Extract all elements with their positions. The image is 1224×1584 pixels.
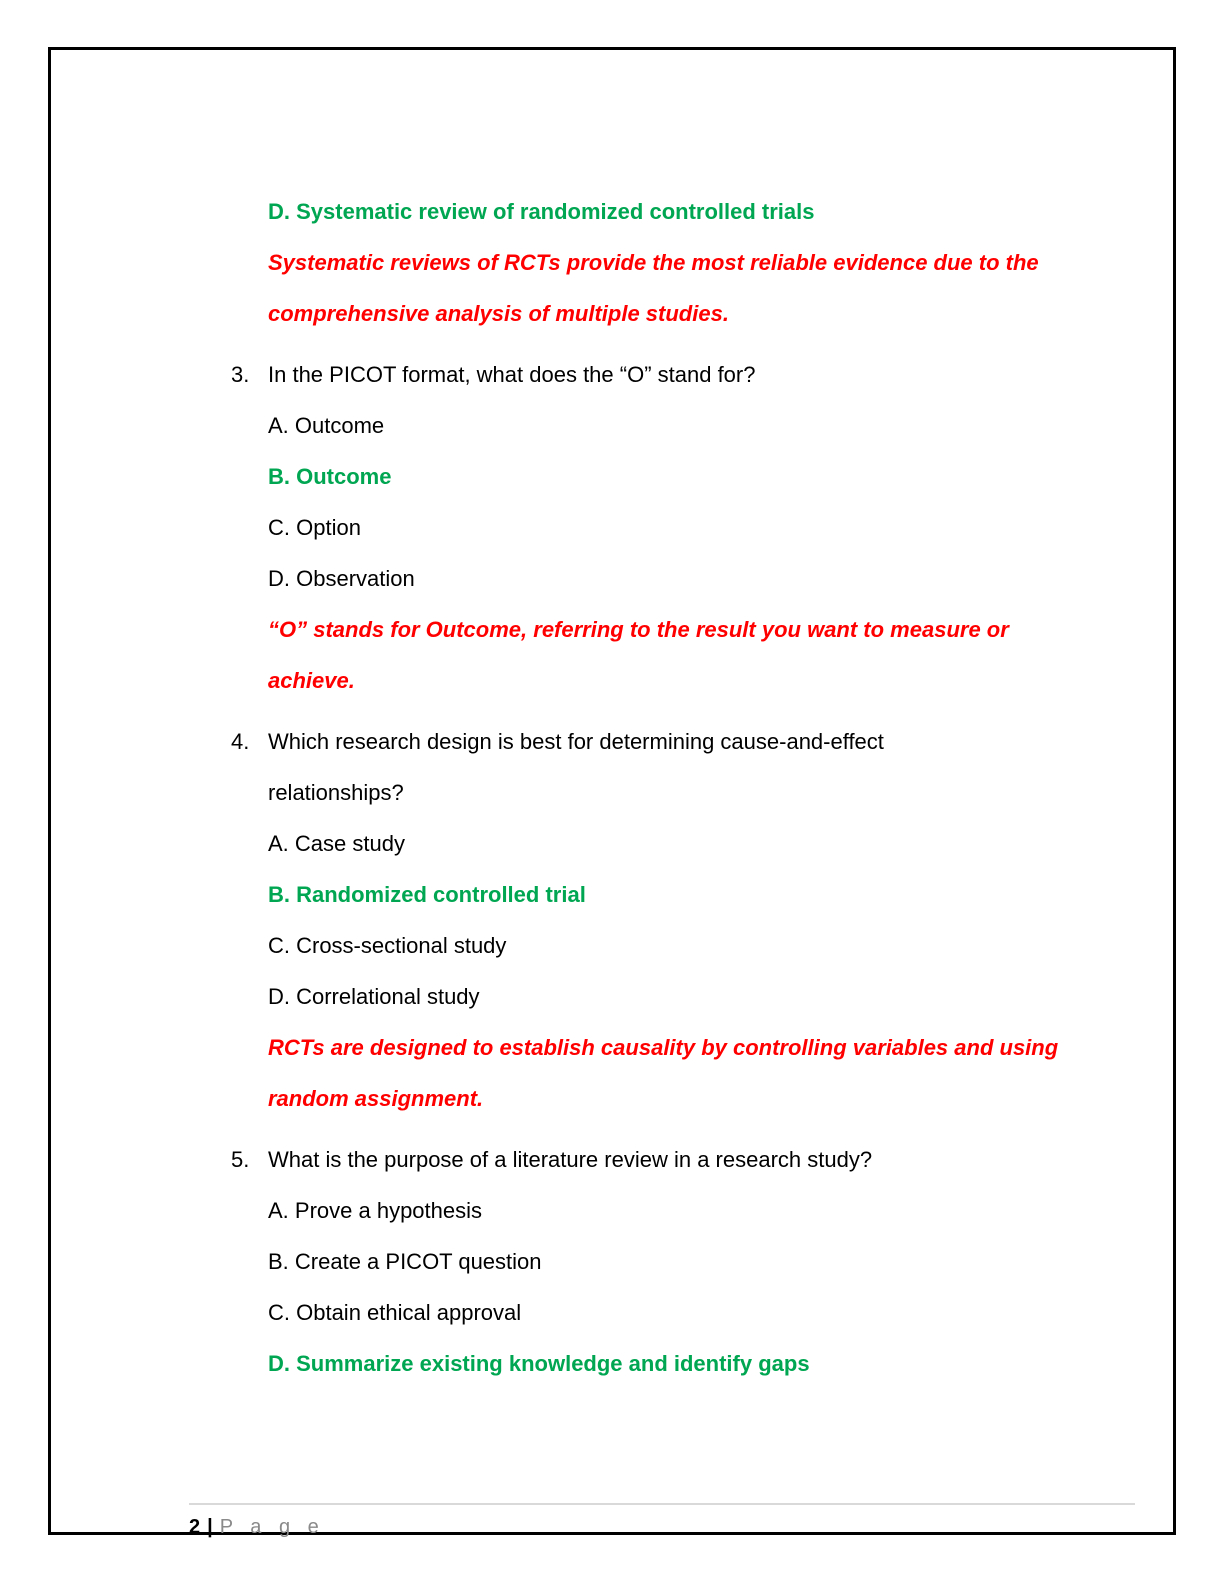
correct-answer-option: D. Summarize existing knowledge and identify gaps — [268, 1351, 810, 1376]
question-text-line: relationships? — [268, 780, 404, 805]
question-text-line: In the PICOT format, what does the “O” stand for? — [268, 362, 756, 387]
answer-option: C. Cross-sectional study — [268, 933, 507, 958]
footer-separator: | — [207, 1516, 213, 1538]
answer-option: D. Observation — [268, 566, 415, 591]
page-border — [48, 47, 1176, 1538]
explanation-line: random assignment. — [268, 1086, 484, 1111]
question-4 — [231, 716, 1171, 1124]
footer-page-label: P a g e — [219, 1516, 325, 1538]
page-footer — [189, 1511, 325, 1543]
footer-page-number: 2 — [189, 1516, 201, 1538]
question-number: 3. — [231, 362, 250, 387]
explanation-line: comprehensive analysis of multiple studies. — [268, 301, 729, 326]
question-text-line: What is the purpose of a literature review in a research study? — [268, 1147, 873, 1172]
question-text-row — [231, 716, 1171, 767]
answer-option: C. Option — [268, 515, 361, 540]
explanation-line: Systematic reviews of RCTs provide the most reliable evidence due to the — [268, 250, 1039, 275]
answer-option: A. Case study — [268, 831, 405, 856]
question-3 — [231, 349, 1171, 706]
answer-option: C. Obtain ethical approval — [268, 1300, 522, 1325]
answer-option: A. Prove a hypothesis — [268, 1198, 483, 1223]
answer-option: B. Create a PICOT question — [268, 1249, 542, 1274]
correct-answer-option: B. Outcome — [268, 464, 392, 489]
explanation-line: RCTs are designed to establish causality by controlling variables and using — [268, 1035, 1059, 1060]
question-number: 5. — [231, 1147, 250, 1172]
explanation-line: “O” stands for Outcome, referring to the result you want to measure or — [268, 617, 1009, 642]
correct-answer-option: D. Systematic review of randomized controlled trials — [268, 199, 815, 224]
question-5 — [231, 1134, 1171, 1389]
question-text-line: Which research design is best for determining cause-and-effect — [268, 729, 884, 754]
footer-divider — [189, 1503, 1135, 1505]
correct-answer-option: B. Randomized controlled trial — [268, 882, 586, 907]
page-content — [231, 186, 1171, 1389]
explanation-line: achieve. — [268, 668, 355, 693]
answer-option: A. Outcome — [268, 413, 385, 438]
question-text-row — [231, 1134, 1171, 1185]
question-text-row — [231, 349, 1171, 400]
question-number: 4. — [231, 729, 250, 754]
answer-option: D. Correlational study — [268, 984, 480, 1009]
